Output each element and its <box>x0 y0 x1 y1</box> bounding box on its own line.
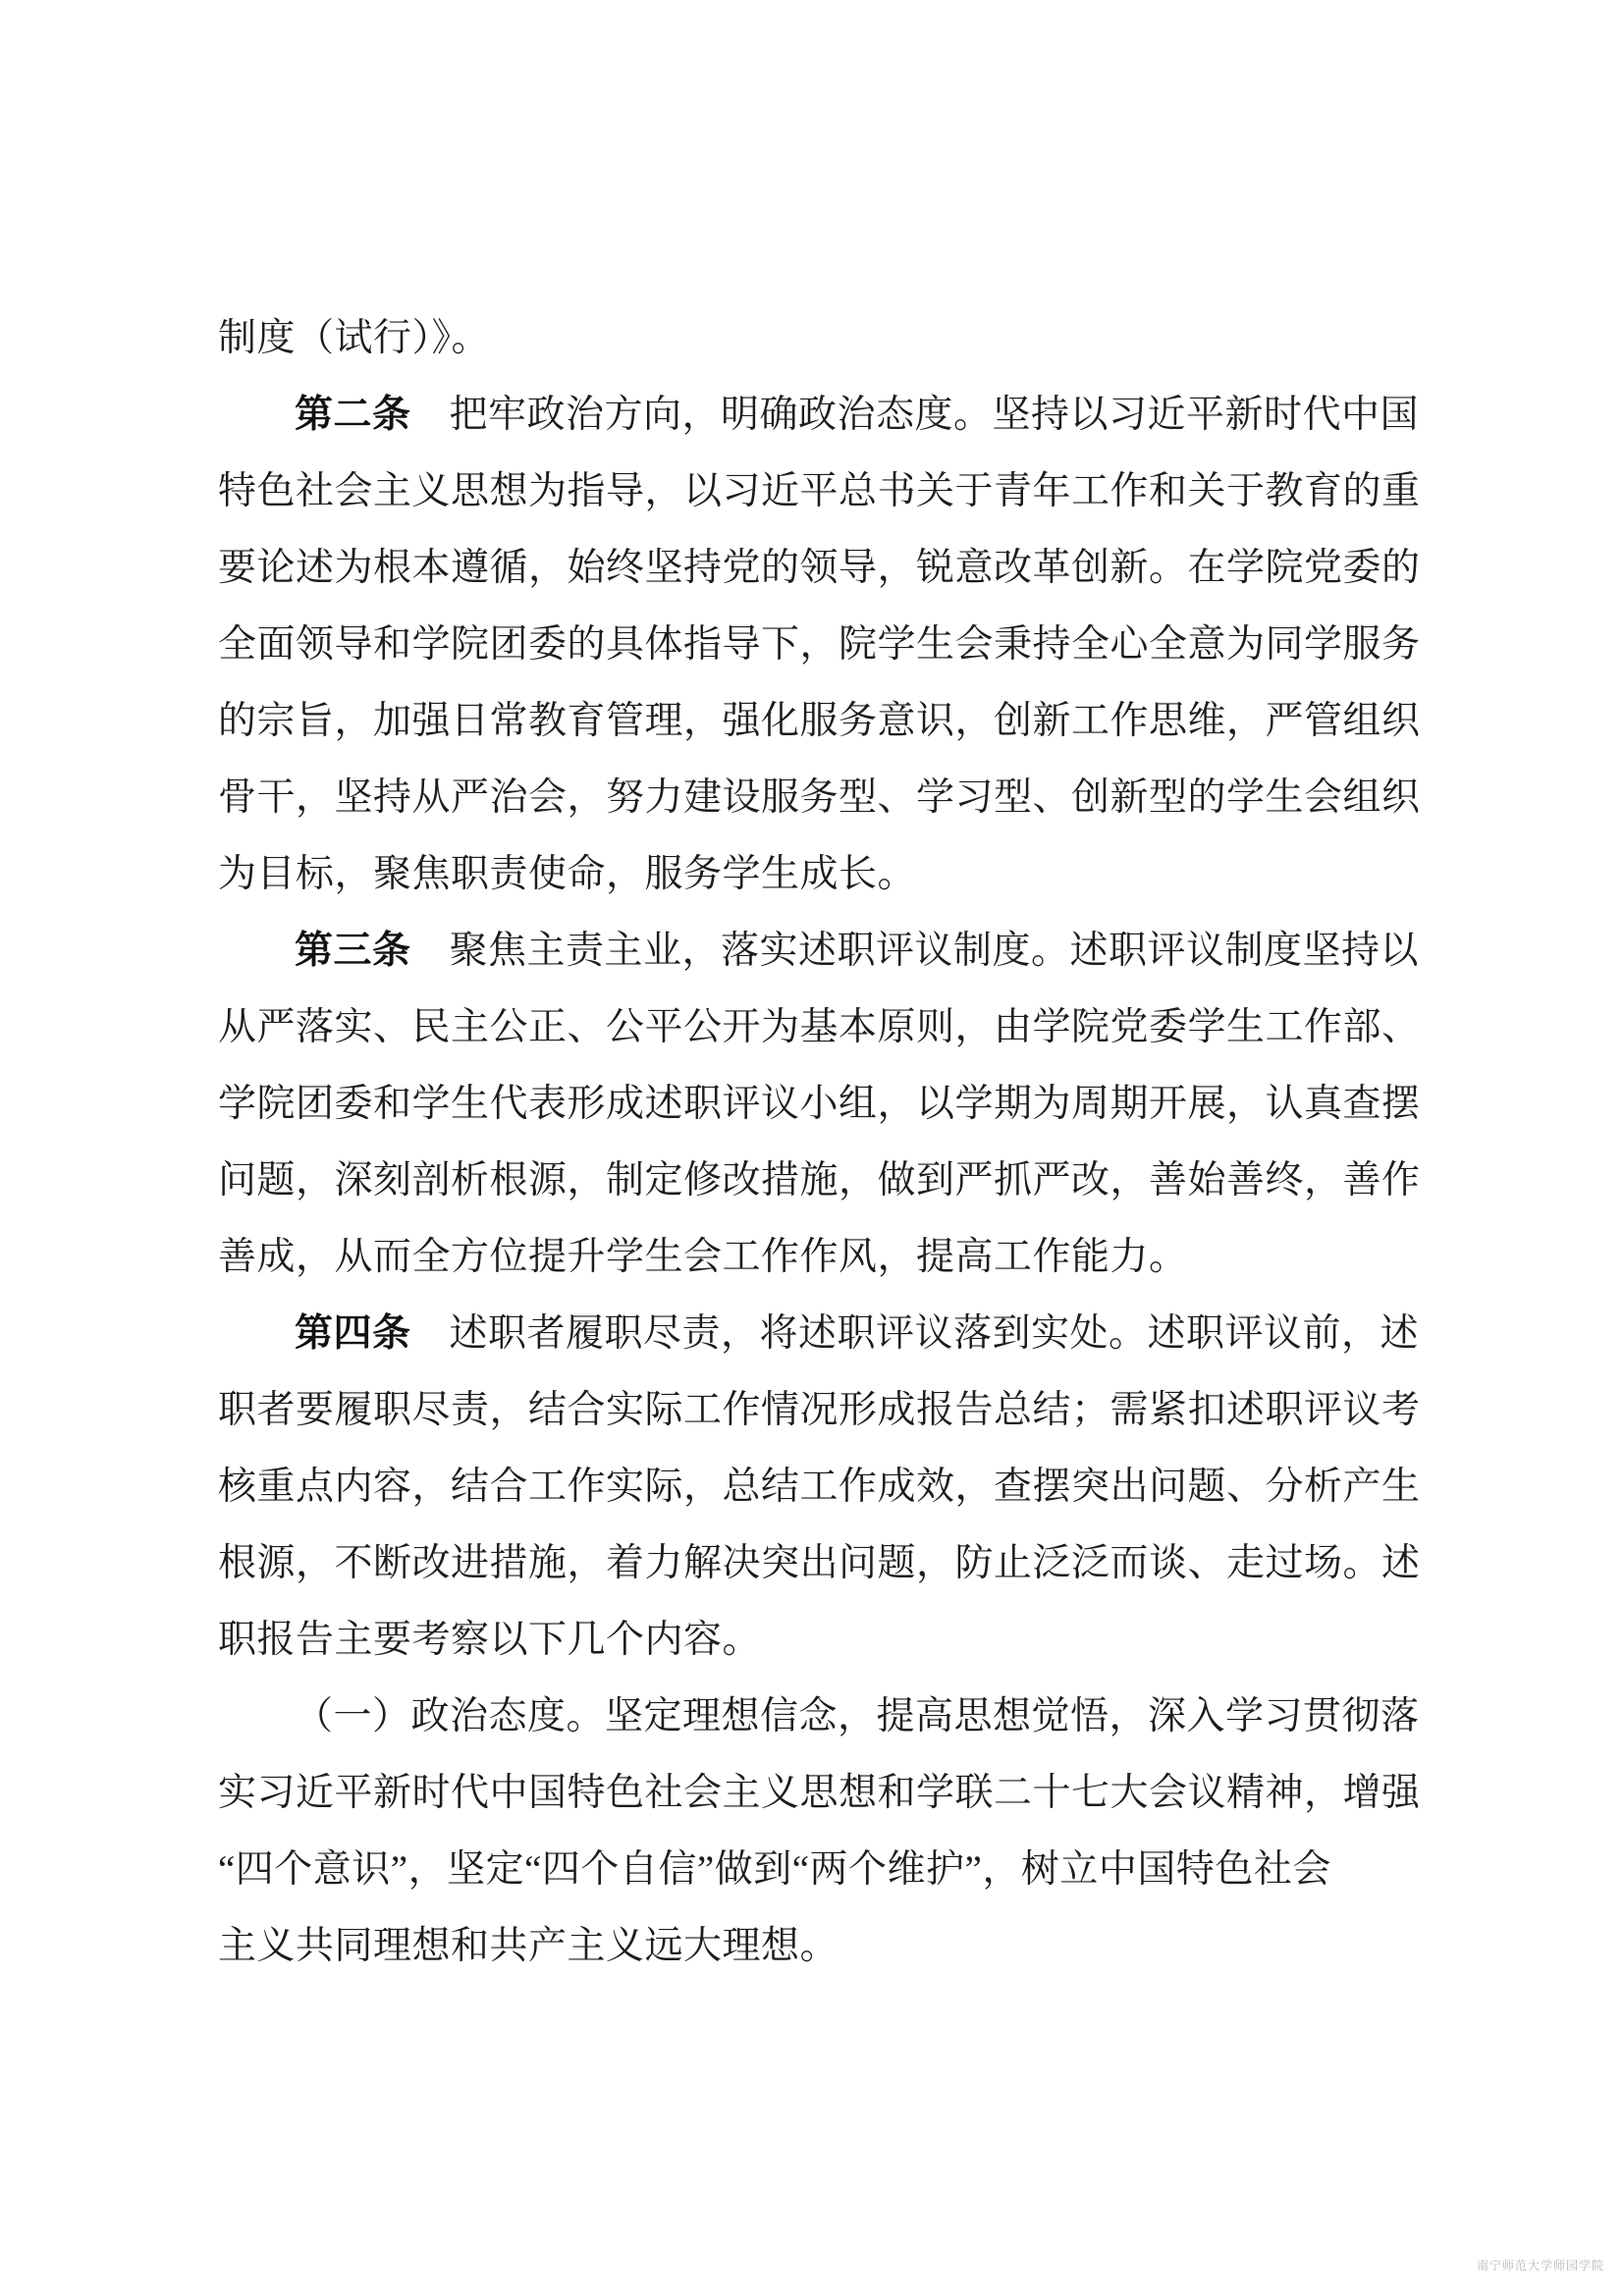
paragraph-intro-continuation <box>218 300 1408 377</box>
article-3-heading: 第三条 <box>295 930 411 972</box>
text-line <box>218 989 1421 1066</box>
text-line <box>218 300 1408 377</box>
line-text: 特色社会主义思想为指导，以习近平总书关于青年工作和关于教育的重 <box>218 470 1421 512</box>
text-line <box>218 1449 1421 1525</box>
text-line <box>218 836 1408 913</box>
line-text: 聚焦主责主业，落实述职评议制度。述职评议制度坚持以 <box>449 930 1420 972</box>
line-text: 学院团委和学生代表形成述职评议小组，以学期为周期开展，认真查摆 <box>218 1083 1421 1125</box>
line-text: 述职者履职尽责，将述职评议落到实处。述职评议前，述 <box>449 1312 1420 1355</box>
text-line <box>218 607 1421 683</box>
text-line <box>218 760 1421 836</box>
line-text: （一）政治态度。坚定理想信念，提高思想觉悟，深入学习贯彻落 <box>295 1695 1420 1737</box>
text-line <box>218 1219 1408 1296</box>
line-text: 把牢政治方向，明确政治态度。坚持以习近平新时代中国 <box>449 394 1420 436</box>
line-text: 全面领导和学院团委的具体指导下，院学生会秉持全心全意为同学服务 <box>218 623 1421 666</box>
article-4-heading: 第四条 <box>295 1312 411 1355</box>
text-line <box>218 454 1421 530</box>
line-text: 从严落实、民主公正、公平公开为基本原则，由学院党委学生工作部、 <box>218 1006 1421 1048</box>
text-line <box>218 1066 1421 1143</box>
line-text: 主义共同理想和共产主义远大理想。 <box>218 1925 839 1967</box>
line-text: 职报告主要考察以下几个内容。 <box>218 1619 762 1661</box>
paragraph-article-4 <box>218 1296 1421 1679</box>
text-line <box>218 1143 1421 1219</box>
line-text: 根源，不断改进措施，着力解决突出问题，防止泛泛而谈、走过场。述 <box>218 1542 1421 1584</box>
paragraph-article-2 <box>218 377 1421 913</box>
line-text: 实习近平新时代中国特色社会主义思想和学联二十七大会议精神，增强 <box>218 1772 1421 1814</box>
line-text: 要论述为根本遵循，始终坚持党的领导，锐意改革创新。在学院党委的 <box>218 547 1421 589</box>
text-line <box>218 377 1420 454</box>
line-text: “四个意识”，坚定“四个自信”做到“两个维护”，树立中国特色社会 <box>218 1848 1331 1891</box>
text-line <box>218 683 1421 760</box>
text-line <box>218 1602 1408 1679</box>
line-text: 制度（试行）》。 <box>218 317 491 359</box>
line-text: 善成，从而全方位提升学生会工作作风，提高工作能力。 <box>218 1236 1188 1278</box>
text-line <box>218 1755 1421 1832</box>
article-2-heading: 第二条 <box>295 394 411 436</box>
document-body <box>218 300 1421 1985</box>
line-text: 骨干，坚持从严治会，努力建设服务型、学习型、创新型的学生会组织 <box>218 776 1421 819</box>
line-text: 的宗旨，加强日常教育管理，强化服务意识，创新工作思维，严管组织 <box>218 700 1421 742</box>
line-text: 核重点内容，结合工作实际，总结工作成效，查摆突出问题、分析产生 <box>218 1466 1421 1508</box>
text-line <box>218 1296 1420 1372</box>
line-text: 为目标，聚焦职责使命，服务学生成长。 <box>218 853 917 895</box>
text-line <box>218 530 1421 607</box>
paragraph-item-1-political-attitude <box>218 1679 1421 1985</box>
text-line <box>218 1525 1421 1602</box>
text-line <box>218 913 1420 989</box>
text-line <box>218 1832 1408 1908</box>
text-line <box>218 1372 1421 1449</box>
line-text: 职者要履职尽责，结合实际工作情况形成报告总结；需紧扣述职评议考 <box>218 1389 1421 1431</box>
paragraph-article-3 <box>218 913 1421 1296</box>
line-text: 问题，深刻剖析根源，制定修改措施，做到严抓严改，善始善终，善作 <box>218 1159 1421 1201</box>
text-line <box>218 1679 1420 1755</box>
watermark-label: 南宁师范大学师园学院 <box>1476 2259 1604 2272</box>
text-line <box>218 1908 1408 1985</box>
